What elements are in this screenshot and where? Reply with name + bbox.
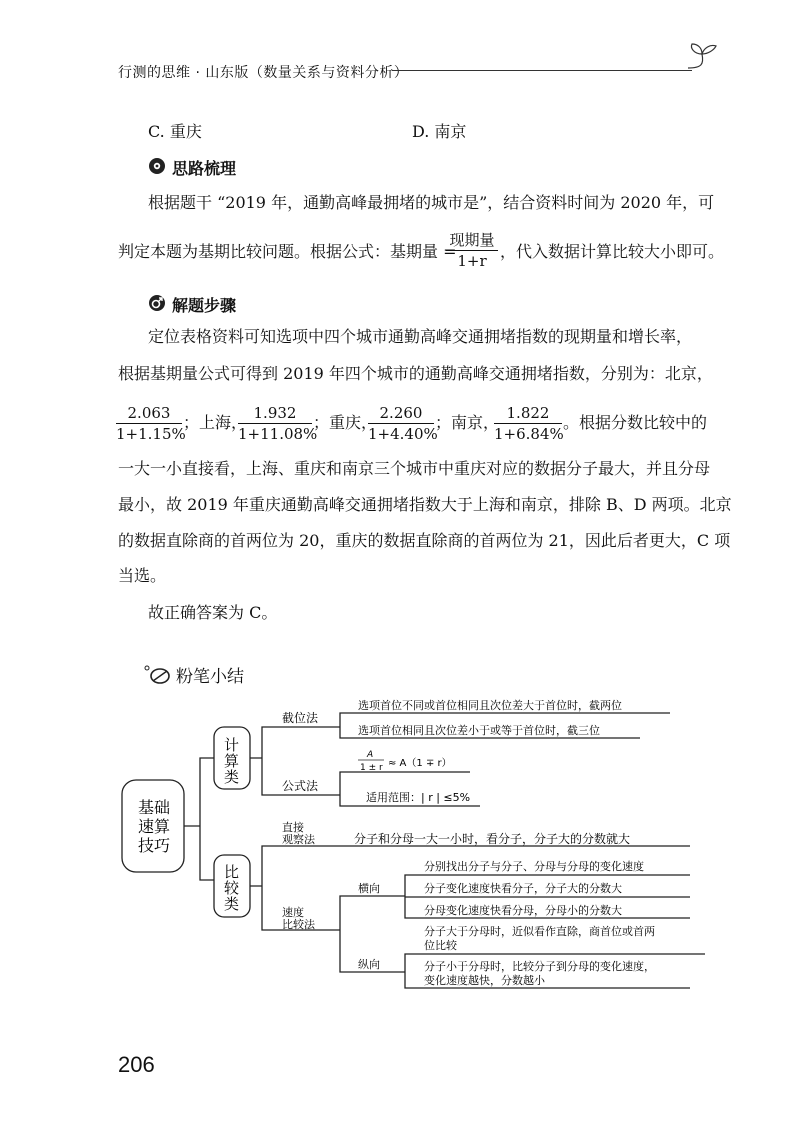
gongshi-range: 适用范围：| r | ≤5% bbox=[366, 791, 471, 804]
root-label-2: 速算 bbox=[138, 817, 171, 836]
steps-line-6: 的数据直除商的首两位为 20，重庆的数据直除商的首两位为 21，因此后者更大，C 项 bbox=[118, 531, 731, 550]
compare-label-1: 比 bbox=[224, 863, 240, 881]
hengxiang-label: 横向 bbox=[358, 882, 380, 895]
page-number: 206 bbox=[118, 1052, 155, 1077]
hengxiang-rule-3: 分母变化速度快看分母，分母小的分数大 bbox=[424, 904, 622, 917]
approach-line-1: 根据题干 “2019 年，通勤高峰最拥堵的城市是”，结合资料时间为 2020 年，可 bbox=[148, 193, 715, 212]
fraction-beijing-num: 2.063 bbox=[116, 404, 182, 424]
compare-label-3: 类 bbox=[224, 895, 240, 913]
approach-line-2-prefix: 判定本题为基期比较问题。根据公式：基期量 = bbox=[118, 242, 457, 261]
steps-line-4: 一大一小直接看，上海、重庆和南京三个城市中重庆对应的数据分子最大，并且分母 bbox=[118, 459, 711, 478]
sudu-label-2: 比较法 bbox=[282, 918, 315, 931]
answer-line: 故正确答案为 C。 bbox=[148, 603, 278, 622]
fraction-chongqing-den: 1+4.40% bbox=[368, 425, 438, 443]
formula-numerator: 现期量 bbox=[446, 231, 498, 251]
fraction-chongqing-num: 2.260 bbox=[368, 404, 434, 424]
zongxiang-rule-2b: 变化速度越快，分数越小 bbox=[424, 974, 545, 987]
option-d: D. 南京 bbox=[412, 122, 467, 141]
calc-label-1: 计 bbox=[224, 736, 240, 754]
calc-label-3: 类 bbox=[224, 768, 240, 786]
sep-nanjing: ；南京， bbox=[435, 413, 500, 432]
section-title-approach: 思路梳理 bbox=[172, 159, 237, 178]
steps-line-7: 当选。 bbox=[118, 566, 167, 585]
steps-line-3-tail: 。根据分数比较中的 bbox=[563, 413, 708, 432]
zongxiang-rule-2a: 分子小于分母时，比较分子到分母的变化速度， bbox=[424, 960, 655, 973]
jiewei-rule-1: 选项首位不同或首位相同且次位差大于首位时，截两位 bbox=[358, 699, 622, 712]
fraction-shanghai-num: 1.932 bbox=[238, 404, 312, 424]
root-label-3: 技巧 bbox=[138, 836, 171, 855]
compare-label-2: 较 bbox=[224, 879, 240, 897]
option-c: C. 重庆 bbox=[148, 122, 202, 141]
zhijie-label-2: 观察法 bbox=[282, 833, 315, 846]
zhijie-rule: 分子和分母一大一小时，看分子，分子大的分数就大 bbox=[354, 832, 631, 846]
summary-title: 粉笔小结 bbox=[176, 667, 244, 687]
gongshi-den: 1 ± r bbox=[360, 763, 383, 773]
formula-denominator: 1+r bbox=[457, 252, 487, 270]
fraction-beijing-den: 1+1.15% bbox=[116, 425, 186, 443]
steps-line-1: 定位表格资料可知选项中四个城市通勤高峰交通拥堵指数的现期量和增长率， bbox=[148, 327, 693, 346]
gongshi-num: A bbox=[367, 750, 374, 760]
fraction-nanjing-num: 1.822 bbox=[494, 404, 562, 424]
sep-shanghai: ；上海， bbox=[183, 413, 248, 432]
zongxiang-rule-1b: 位比较 bbox=[424, 939, 457, 952]
jiewei-rule-2: 选项首位相同且次位差小于或等于首位时，截三位 bbox=[358, 724, 600, 737]
steps-line-5: 最小，故 2019 年重庆通勤高峰交通拥堵指数大于上海和南京，排除 B、D 两项。北京 bbox=[118, 495, 732, 514]
calc-label-2: 算 bbox=[224, 752, 240, 770]
section-title-steps: 解题步骤 bbox=[172, 296, 237, 315]
running-header: 行测的思维 · 山东版（数量关系与资料分析） bbox=[118, 65, 409, 81]
gongshi-formula: ≈ A（1 ∓ r） bbox=[388, 758, 452, 769]
sep-chongqing: ；重庆， bbox=[313, 413, 378, 432]
fraction-shanghai-den: 1+11.08% bbox=[238, 425, 318, 443]
root-label-1: 基础 bbox=[138, 798, 171, 817]
hengxiang-rule-2: 分子变化速度快看分子，分子大的分数大 bbox=[424, 882, 622, 895]
zhijie-label-1: 直接 bbox=[282, 821, 304, 834]
zongxiang-rule-1a: 分子大于分母时，近似看作直除，商首位或首两 bbox=[424, 925, 655, 938]
sudu-label-1: 速度 bbox=[282, 906, 304, 919]
steps-line-2: 根据基期量公式可得到 2019 年四个城市的通勤高峰交通拥堵指数，分别为：北京， bbox=[118, 364, 713, 383]
hengxiang-rule-1: 分别找出分子与分子、分母与分母的变化速度 bbox=[424, 860, 644, 873]
zongxiang-label: 纵向 bbox=[358, 958, 380, 971]
approach-line-2-suffix: ，代入数据计算比较大小即可。 bbox=[500, 242, 725, 261]
gongshi-label: 公式法 bbox=[282, 779, 319, 793]
fraction-nanjing-den: 1+6.84% bbox=[494, 425, 564, 443]
jiewei-label: 截位法 bbox=[282, 711, 319, 725]
